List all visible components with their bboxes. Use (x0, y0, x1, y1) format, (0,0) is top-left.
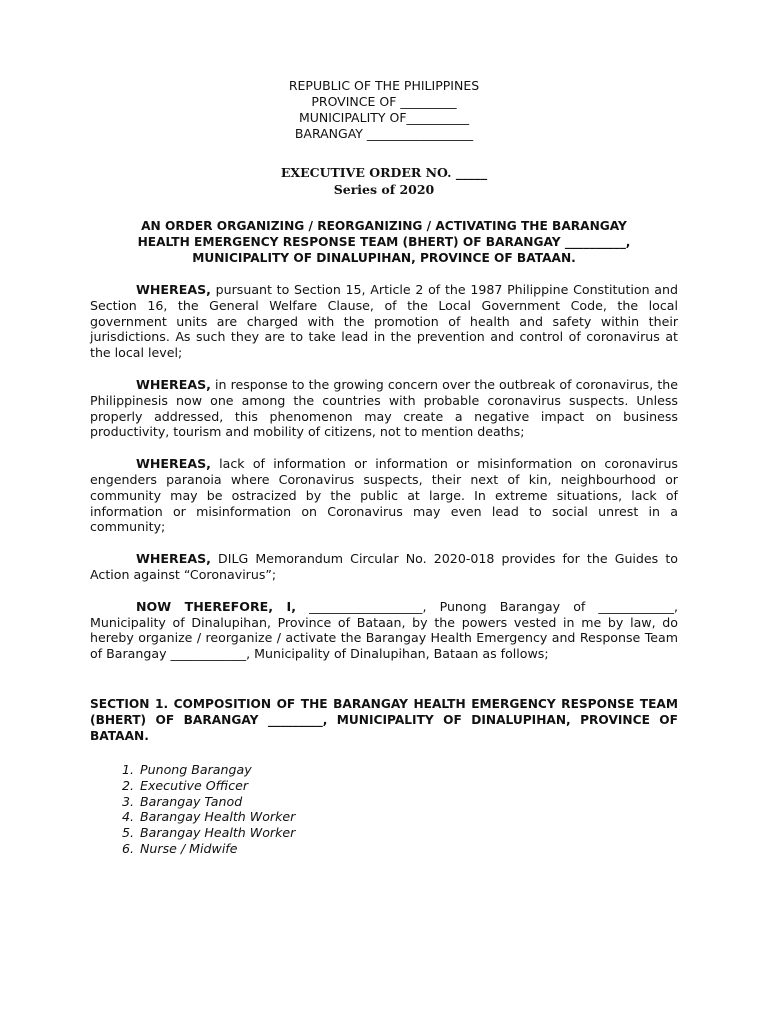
document-header (90, 78, 678, 142)
paragraph-lead: WHEREAS, (136, 551, 211, 567)
list-item-number: 5. (121, 825, 134, 841)
paragraph-text: __________________, Punong Barangay of ____________, Municipality of Dinalupihan, Province of Bataan, by the powers vested in me by law, do hereby organize / reorganize / activate the Barangay Health Emergency and Response Team of Barangay ____________, Municipality of Dinalupihan, Bataan as follows; (90, 598, 679, 662)
executive-order-series: Series of 2020 (333, 182, 435, 197)
now-therefore-paragraph (90, 599, 678, 662)
list-item-label: Barangay Tanod (140, 793, 243, 809)
list-item-number: 3. (121, 793, 134, 809)
executive-order-number: EXECUTIVE ORDER NO. _____ (280, 165, 488, 180)
executive-order-heading (90, 164, 678, 198)
list-item-label: Barangay Health Worker (140, 825, 296, 841)
header-republic: REPUBLIC OF THE PHILIPPINES (288, 78, 480, 93)
list-item-label: Barangay Health Worker (140, 809, 296, 825)
header-province: PROVINCE OF _________ (311, 94, 457, 109)
list-item (112, 794, 678, 810)
list-item (112, 825, 678, 841)
list-item (112, 762, 678, 778)
paragraph-lead: NOW THEREFORE, I, (136, 598, 297, 614)
section-1-heading: SECTION 1. COMPOSITION OF THE BARANGAY HEALTH EMERGENCY RESPONSE TEAM (BHERT) OF BARANGAY _________, MUNICIPALITY OF DINALUPIHAN, PROVINCE OF BATAAN. (90, 696, 678, 743)
list-item-label: Nurse / Midwife (140, 840, 238, 856)
bhert-members-list (90, 762, 678, 857)
document-page (90, 78, 678, 857)
paragraph-text: pursuant to Section 15, Article 2 of the 1987 Philippine Constitution and Section 16, the General Welfare Clause, of the Local Government Code, the local government units are charged with the promotion of health and safety within their jurisdictions. As such they are to take lead in the prevention and control of coronavirus at the local level; (90, 282, 678, 361)
whereas-paragraph-3 (90, 456, 678, 535)
paragraph-text: lack of information or information or misinformation on coronavirus engenders paranoia where Coronavirus suspects, their next of kin, neighbourhood or community may be ostracized by the public at large. In extreme situations, lack of information or misinformation on Coronavirus may even lead to social unrest in a community; (90, 456, 678, 535)
list-item-label: Executive Officer (140, 777, 249, 793)
order-title-line-3: MUNICIPALITY OF DINALUPIHAN, PROVINCE OF BATAAN. (192, 251, 576, 265)
whereas-paragraph-4 (90, 551, 678, 583)
paragraph-text: DILG Memorandum Circular No. 2020-018 provides for the Guides to Action against “Coronavirus”; (90, 551, 678, 582)
header-barangay: BARANGAY _________________ (294, 126, 474, 141)
list-item-label: Punong Barangay (140, 761, 252, 777)
list-item-number: 2. (121, 777, 134, 793)
order-title-line-1: AN ORDER ORGANIZING / REORGANIZING / ACTIVATING THE BARANGAY (141, 219, 627, 233)
header-municipality: MUNICIPALITY OF__________ (298, 110, 470, 125)
list-item-number: 6. (121, 840, 134, 856)
whereas-paragraph-2 (90, 377, 678, 440)
paragraph-text: in response to the growing concern over the outbreak of coronavirus, the Philippinesis now one among the countries with probable coronavirus suspects. Unless properly addressed, this phenomenon may create a negative impact on business productivity, tourism and mobility of citizens, not to mention deaths; (90, 376, 678, 440)
order-title-line-2: HEALTH EMERGENCY RESPONSE TEAM (BHERT) OF BARANGAY __________, (137, 235, 631, 249)
list-item (112, 809, 678, 825)
paragraph-lead: WHEREAS, (136, 282, 211, 297)
order-title (90, 218, 678, 266)
list-item (112, 778, 678, 794)
whereas-paragraph-1 (90, 282, 678, 361)
list-item (112, 841, 678, 857)
paragraph-lead: WHEREAS, (136, 376, 211, 392)
paragraph-lead: WHEREAS, (136, 456, 211, 472)
list-item-number: 4. (121, 809, 134, 825)
list-item-number: 1. (121, 761, 134, 777)
